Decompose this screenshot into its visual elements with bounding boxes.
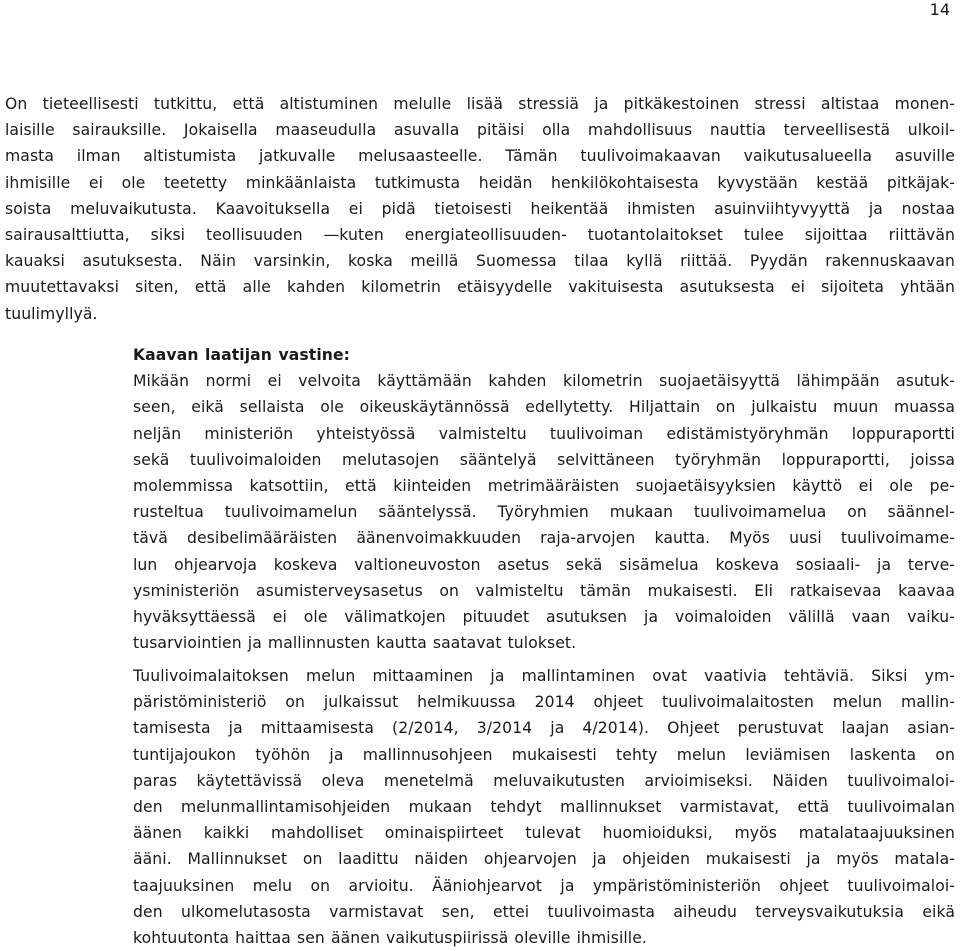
response-line: tusarviointien ja mallinnusten kautta saatavat tulokset. [133, 634, 577, 653]
page-number: 14 [929, 0, 950, 19]
followup-line: paras käytettävissä oleva menetelmä meluvaikutusten arvioimiseksi. Näiden tuulivoimaloi- [133, 771, 955, 790]
followup-line: äänen kaikki mahdolliset ominaispiirteet tulevat huomioiduksi, myös matalataajuuksinen [133, 824, 955, 843]
followup-line: tamisesta ja mittaamisesta (2/2014, 3/2014 ja 4/2014). Ohjeet perustuvat laajan asian- [133, 719, 955, 738]
response-line: ysministeriön asumisterveysasetus on valmisteltu tämän mukaisesti. Eli ratkaisevaa kaavaa [133, 581, 955, 600]
response-line: neljän ministeriön yhteistyössä valmisteltu tuulivoiman edistämistyöryhmän loppuraportti [133, 424, 955, 443]
followup-line: Tuulivoimalaitoksen melun mittaaminen ja mallintaminen ovat vaativia tehtäviä. Siksi ym- [133, 667, 955, 685]
response-line: tävä desibelimääräisten äänenvoimakkuuden raja-arvojen kautta. Myös uusi tuulivoimame- [133, 529, 955, 548]
response-line: hyväksyttäessä ei ole välimatkojen pituudet asutuksen ja voimaloiden välillä vaan vaiku- [133, 608, 955, 627]
followup-line: kohtuutonta haittaa sen äänen vaikutuspiirissä oleville ihmisille. [133, 929, 647, 948]
intro-line: tuulimyllyä. [5, 304, 98, 323]
response-line: molemmissa katsottiin, että kiinteiden metrimääräisten suojaetäisyyksien käyttö ei ole pe- [133, 477, 955, 496]
intro-line: muutettavaksi siten, että alle kahden kilometrin etäisyydelle vakituisesta asutuksesta ei sijoiteta yhtään [5, 278, 955, 297]
intro-line: soista meluvaikutusta. Kaavoituksella ei pidä tietoisesti heikentää ihmisten asuinviihtyvyyttä ja nostaa [5, 199, 955, 218]
followup-line: päristöministeriö on julkaissut helmikuussa 2014 ohjeet tuulivoimalaitosten melun mallin- [133, 693, 955, 712]
response-line: seen, eikä sellaista ole oikeuskäytännössä edellytetty. Hiljattain on julkaistu muun muassa [133, 398, 955, 417]
intro-line: ihmisille ei ole teetetty minkäänlaista tutkimusta heidän henkilökohtaisesta kyvystään kestää pitkäjak- [5, 173, 955, 192]
intro-line: kauaksi asutuksesta. Näin varsinkin, koska meillä Suomessa tilaa kyllä riittää. Pyydän rakennuskaavan [5, 252, 955, 271]
intro-line: On tieteellisesti tutkittu, että altistuminen melulle lisää stressiä ja pitkäkestoinen stressi altistaa monen- [5, 95, 955, 113]
followup-line: ääni. Mallinnukset on laadittu näiden ohjearvojen ja ohjeiden mukaisesti ja myös matala- [133, 850, 955, 869]
followup-paragraph [133, 663, 955, 951]
followup-line: den melunmallintamisohjeiden mukaan tehdyt mallinnukset varmistavat, että tuulivoimalan [133, 798, 955, 817]
intro-paragraph [5, 91, 955, 327]
intro-line: masta ilman altistumista jatkuvalle melusaasteelle. Tämän tuulivoimakaavan vaikutusalueella asuville [5, 147, 955, 166]
intro-line: sairausalttiutta, siksi teollisuuden —kuten energiateollisuuden- tuotantolaitokset tulee sijoittaa riittävän [5, 226, 955, 245]
intro-line: laisille sairauksille. Jokaisella maaseudulla asuvalla pitäisi olla mahdollisuus nauttia terveellisestä ulkoil- [5, 121, 955, 140]
response-line: Mikään normi ei velvoita käyttämään kahden kilometrin suojaetäisyyttä lähimpään asutuk- [133, 372, 955, 391]
response-paragraph [133, 342, 955, 656]
followup-line: taajuuksinen melu on arvioitu. Ääniohjearvot ja ympäristöministeriön ohjeet tuulivoimaloi- [133, 876, 955, 895]
response-line: lun ohjearvoja koskeva valtioneuvoston asetus sekä sisämelua koskeva sosiaali- ja terve- [133, 555, 955, 574]
response-heading: Kaavan laatijan vastine: [133, 346, 351, 364]
followup-line: tuntijajoukon työhön ja mallinnusohjeen mukaisesti tehty melun leviämisen laskenta on [133, 745, 955, 764]
response-line: sekä tuulivoimaloiden melutasojen sääntelyä selvittäneen työryhmän loppuraportti, joissa [133, 450, 955, 469]
response-line: rusteltua tuulivoimamelun sääntelyssä. Työryhmien mukaan tuulivoimamelua on säännel- [133, 503, 955, 522]
followup-line: den ulkomelutasosta varmistavat sen, ettei tuulivoimasta aiheudu terveysvaikutuksia eikä [133, 902, 955, 921]
